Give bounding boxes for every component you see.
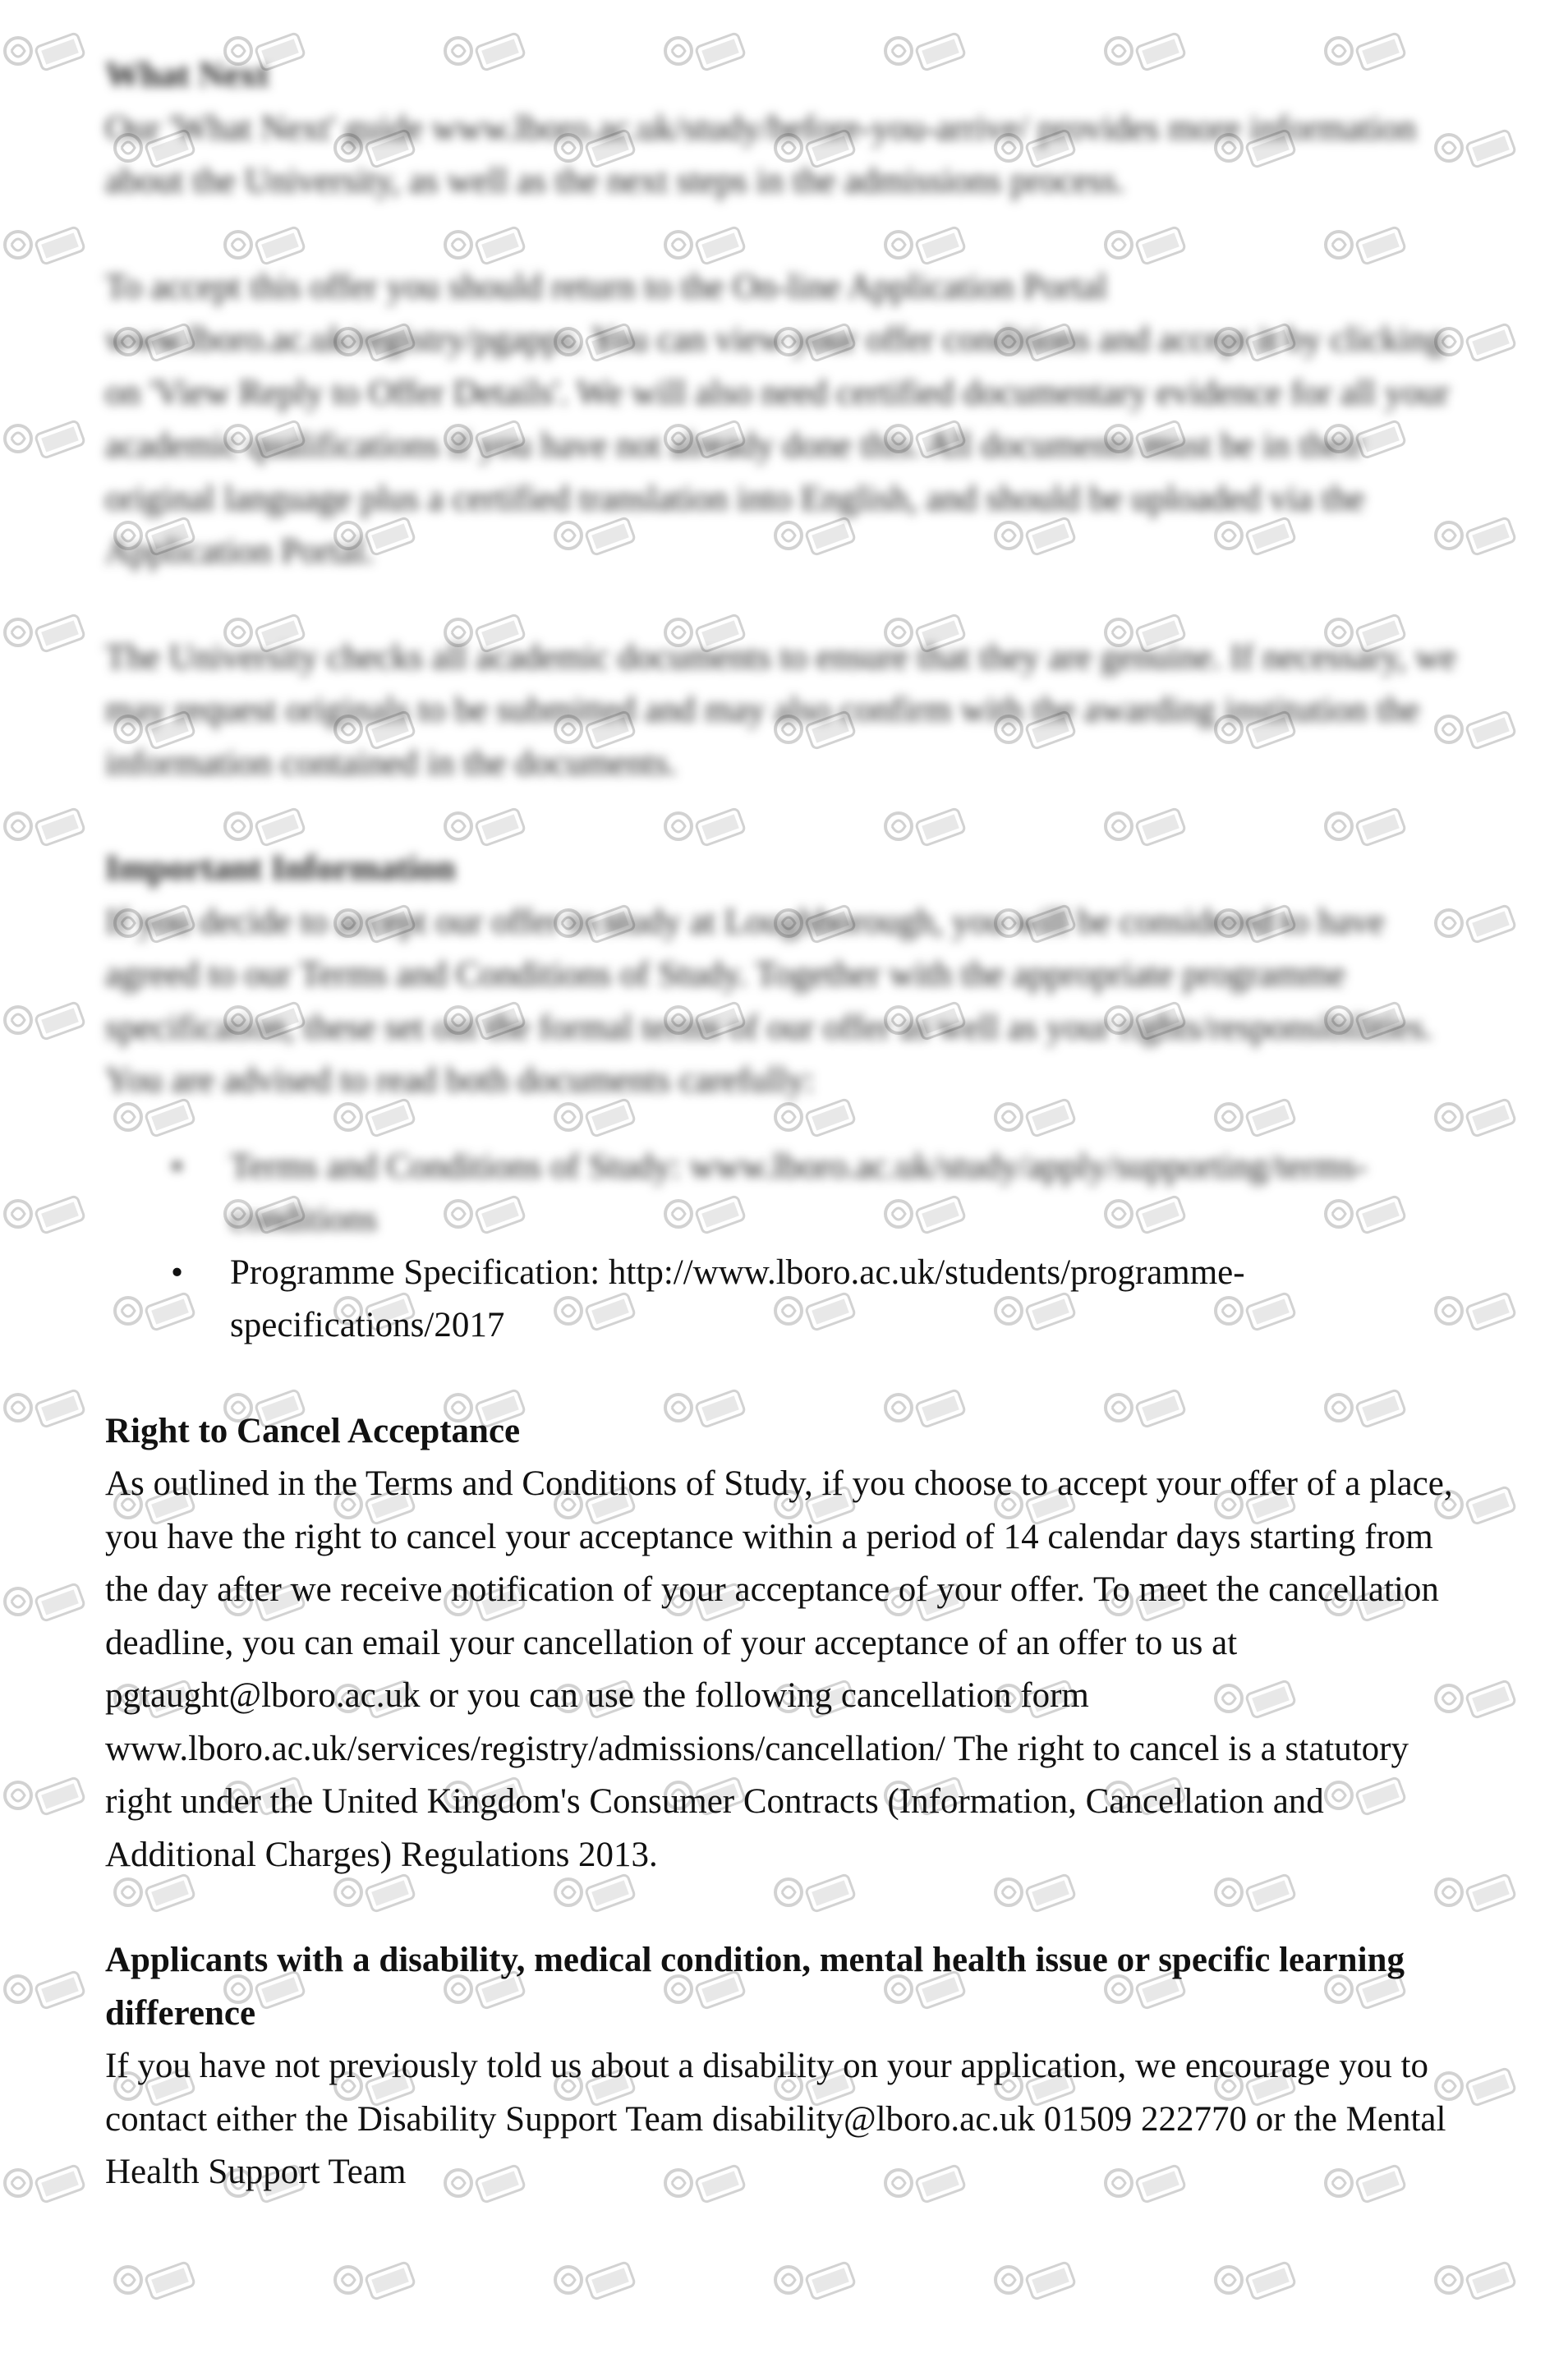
watermark-icon <box>335 2262 416 2300</box>
watermark-icon <box>5 1390 85 1428</box>
what-next-heading: What Next <box>105 56 269 94</box>
terms-conditions-link-text: Terms and Conditions of Study: www.lboro.ac.uk/study/apply/supporting/terms-conditions <box>230 1147 1368 1239</box>
links-list-blurred <box>105 1141 1469 1247</box>
watermark-icon <box>5 227 85 265</box>
document-body <box>105 49 1469 2199</box>
watermark-icon <box>5 1777 85 1816</box>
disability-paragraph: If you have not previously told us about a disability on your application, we encourage you to contact either the Disability Support Team disability@lboro.ac.uk 01509 222770 or the Mental Health Support Team <box>105 2047 1446 2191</box>
bullet-icon: • <box>171 1147 184 1186</box>
list-item <box>0 1141 1469 1247</box>
accept-offer-paragraph: To accept this offer you should return to the On-line Application Portal www.lboro.ac.uk/registry/pgapps. You can view your offer conditions and accept it by clicking on 'View Reply to Offer Details'. We will also need certified documentary evidence for all your academic qualifications if you have not already done this. All documents must be in their original language plus a certified translation into English, and should be uploaded via the Application Portal. <box>105 267 1450 571</box>
watermark-icon <box>996 2262 1076 2300</box>
important-information-heading: Important Information <box>105 849 456 888</box>
blurred-section <box>105 49 1469 1247</box>
watermark-icon <box>5 421 85 459</box>
watermark-icon <box>5 808 85 847</box>
watermark-icon <box>1216 2262 1296 2300</box>
right-to-cancel-heading: Right to Cancel Acceptance <box>105 1411 521 1450</box>
programme-specification-text: Programme Specification: http://www.lboro.ac.uk/students/programme-specifications/2017 <box>230 1252 1245 1344</box>
important-information-paragraph: If you decide to accept our offer to study at Loughborough, you will be considered to have agreed to our Terms and Conditions of Study. Together with the appropriate programme specification, these set out the formal terms of our offer as well as your rights/responsibilities. You are advised to read both documents carefully: <box>105 902 1433 1100</box>
list-item <box>0 1247 1469 1353</box>
watermark-icon <box>5 1583 85 1622</box>
watermark-icon <box>5 1971 85 2010</box>
links-list <box>105 1247 1469 1353</box>
watermark-icon <box>5 2165 85 2204</box>
watermark-icon <box>1436 2262 1516 2300</box>
watermark-icon <box>5 614 85 653</box>
watermark-icon <box>555 2262 636 2300</box>
what-next-paragraph: Our 'What Next' guide www.lboro.ac.uk/study/before-you-arrive/ provides more information about the University, as well as the next steps in the admissions process. <box>105 108 1417 200</box>
watermark-icon <box>115 2262 195 2300</box>
disability-heading: Applicants with a disability, medical condition, mental health issue or specific learning difference <box>105 1941 1405 2033</box>
watermark-icon <box>775 2262 856 2300</box>
document-checks-paragraph: The University checks all academic documents to ensure that they are genuine. If necessary, we may request originals to be submitted and may also confirm with the awarding institution the information contained in the documents. <box>105 637 1456 783</box>
watermark-icon <box>5 1002 85 1041</box>
right-to-cancel-paragraph: As outlined in the Terms and Conditions of Study, if you choose to accept your offer of a place, you have the right to cancel your acceptance within a period of 14 calendar days starting from the day after we receive notification of your acceptance of your offer. To meet the cancellation deadline, you can email your cancellation of your acceptance of an offer to us at pgtaught@lboro.ac.uk or you can use the following cancellation form www.lboro.ac.uk/services/registry/admissions/cancellation/ The right to cancel is a statutory right under the United Kingdom's Consumer Contracts (Information, Cancellation and Additional Charges) Regulations 2013. <box>105 1464 1453 1874</box>
bullet-icon: • <box>171 1252 184 1292</box>
watermark-icon <box>5 33 85 71</box>
